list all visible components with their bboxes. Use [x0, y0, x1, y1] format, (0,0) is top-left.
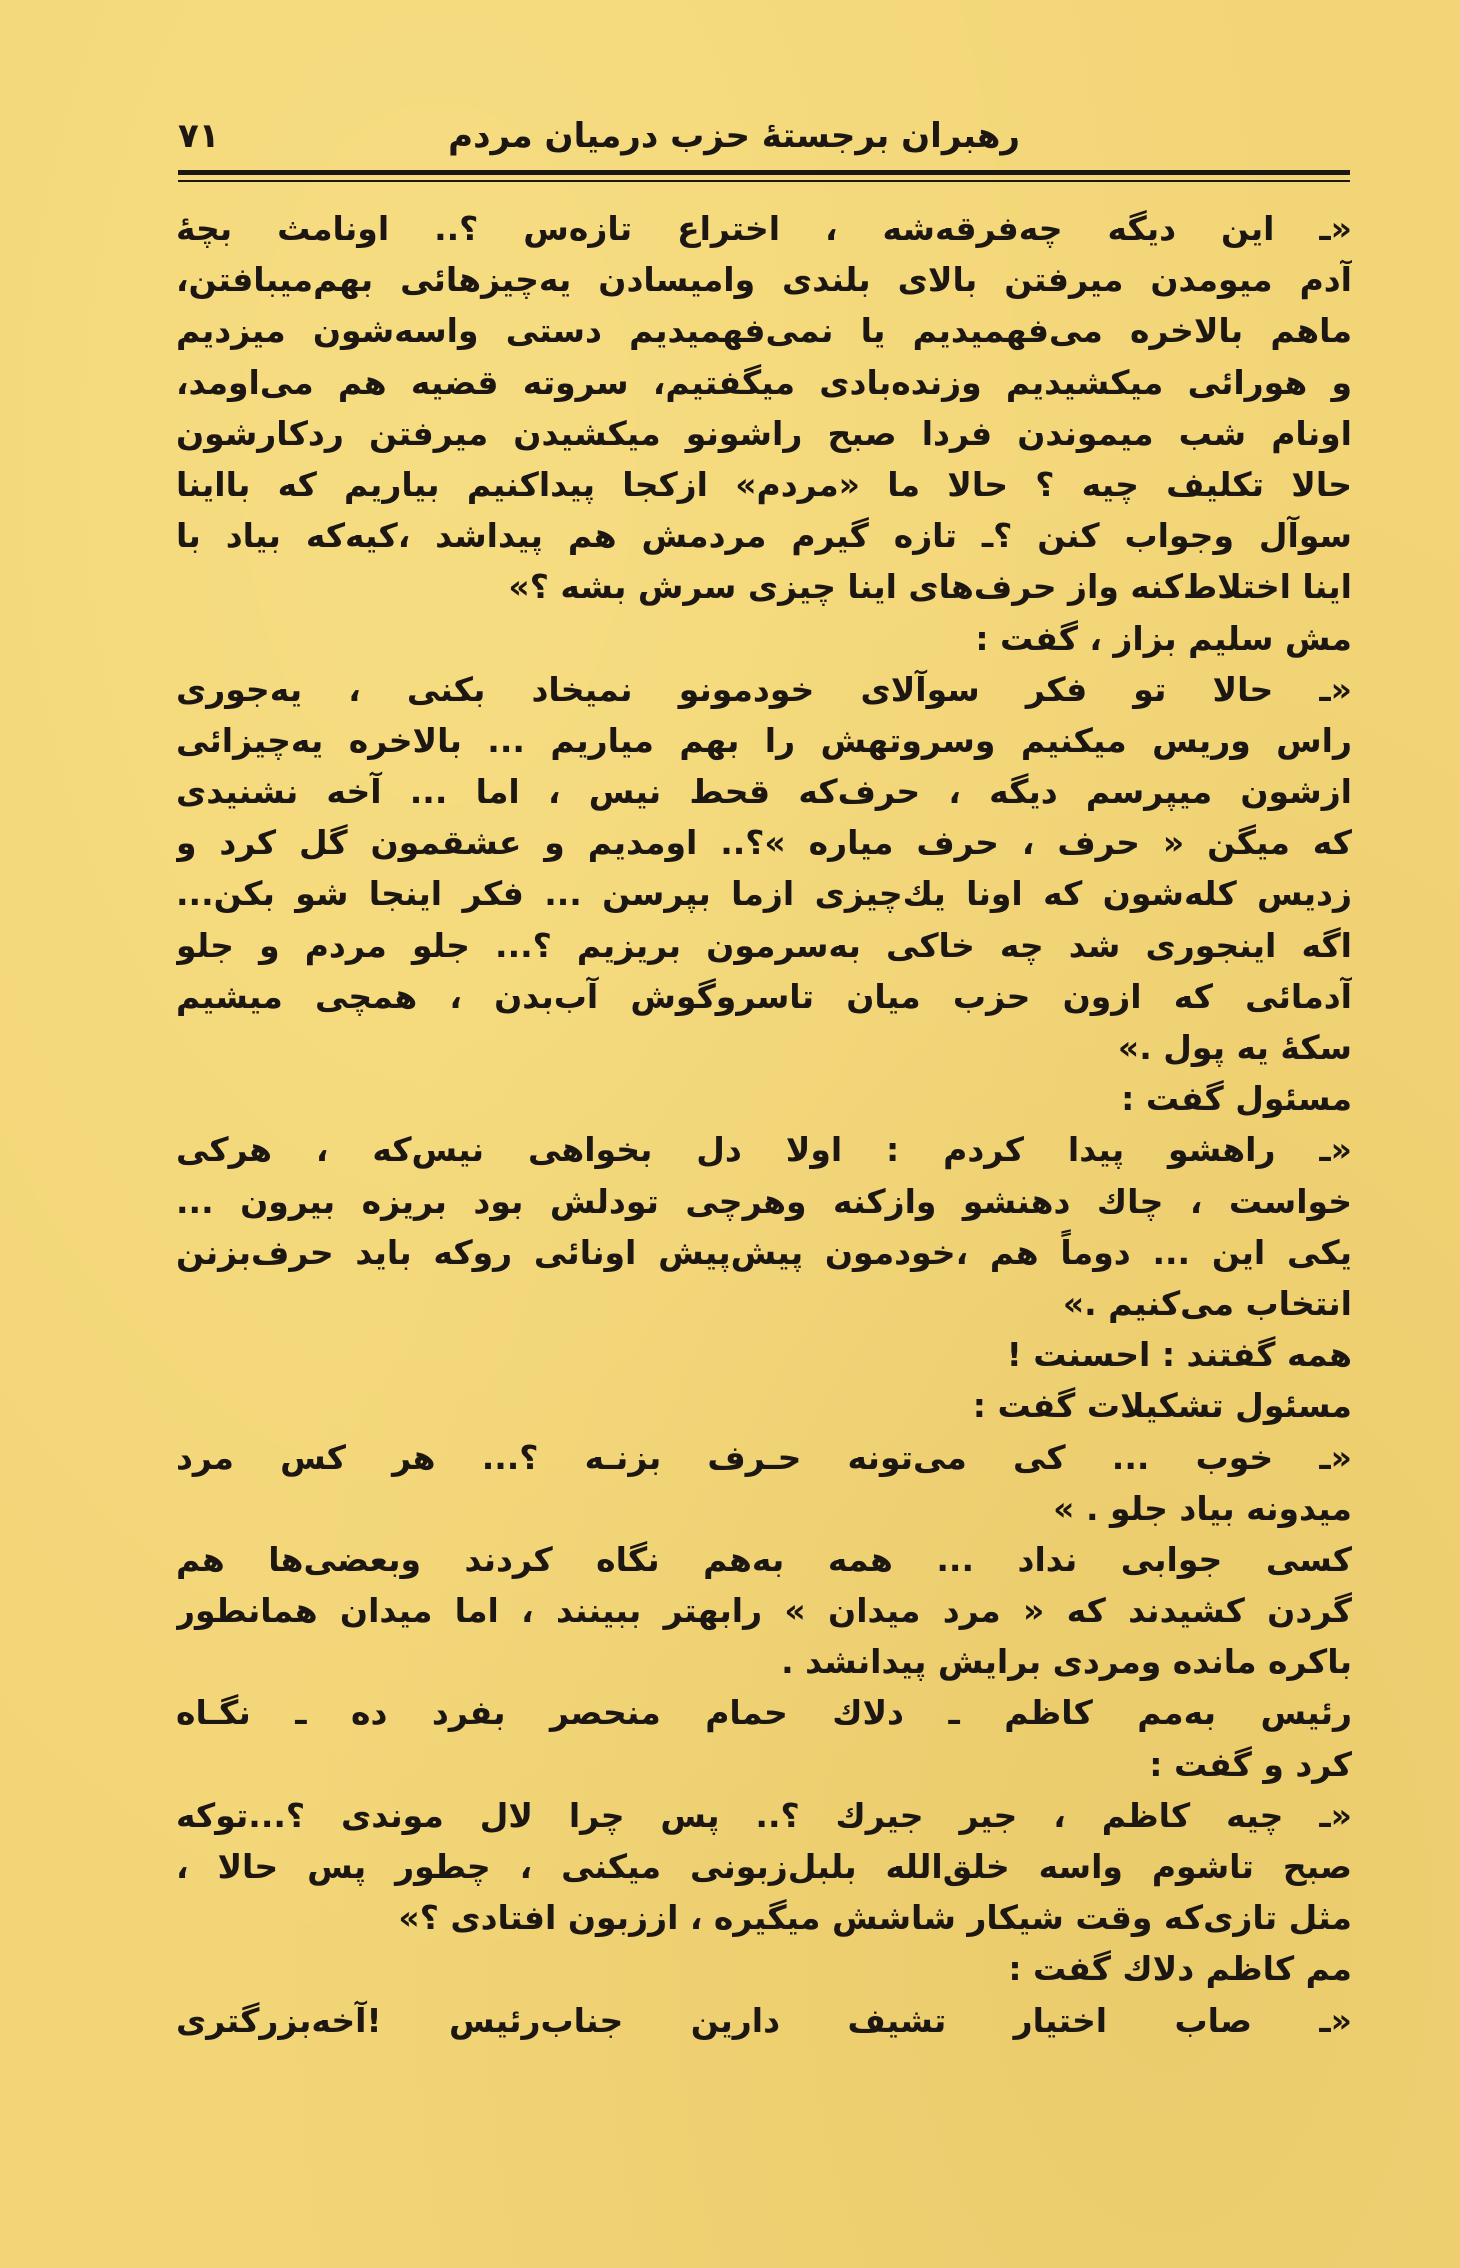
text-line: کسی جوابی نداد ... همه به‌هم نگاه کردند وبعضی‌ها هم	[176, 1539, 1352, 1579]
page-number: ۷۱	[178, 116, 220, 156]
running-title: رهبران برجستهٔ حزب درمیان مردم	[448, 116, 1020, 156]
text-line: مثل تازی‌که وقت شیکار شاشش میگیره ، اززبون افتادی ؟»	[398, 1898, 1352, 1938]
header-rule-thick	[178, 170, 1350, 175]
text-line: «ـ صاب اختیار تشیف دارین جناب‌رئیس !آخه‌بزرگتری	[176, 2000, 1352, 2040]
text-line: مم کاظم دلاك گفت :	[1008, 1949, 1352, 1989]
text-line: باکره مانده ومردی برایش پیدانشد .	[781, 1642, 1352, 1682]
header-rule-thin	[178, 180, 1350, 182]
text-line: سوآل وجواب کنن ؟ـ تازه گیرم مردمش هم پیداشد ،کیه‌که بیاد با	[176, 516, 1352, 556]
page-header	[178, 108, 1350, 164]
text-line: که میگن « حرف ، حرف میاره »؟.. اومدیم و عشقمون گل کرد و	[176, 823, 1352, 863]
text-line: و هورائی میکشیدیم وزنده‌بادی میگفتیم، سروته قضیه هم می‌اومد،	[176, 362, 1352, 402]
text-line: «ـ این دیگه چه‌فرقه‌شه ، اختراع تازه‌س ؟.. اونامث بچهٔ	[176, 209, 1352, 248]
text-line: یکی این ... دوماً هم ،خودمون پیش‌پیش اونائی روکه باید حرف‌بزنن	[176, 1232, 1352, 1272]
text-line: «ـ چیه کاظم ، جیر جیرك ؟.. پس چرا لال موندی ؟...توکه	[176, 1795, 1352, 1835]
text-line: گردن کشیدند که « مرد میدان » رابهتر ببینند ، اما میدان همانطور	[176, 1591, 1352, 1631]
text-line: اونام شب میموندن فردا صبح راشونو میکشیدن میرفتن ردکارشون	[176, 413, 1352, 453]
text-line: زدیس کله‌شون که اونا یك‌چیزی ازما بپرسن ... فکر اینجا شو بکن...	[176, 874, 1352, 914]
text-line: «ـ خوب ... کی می‌تونه حـرف بزنـه ؟... هر کس مرد	[176, 1437, 1352, 1477]
text-line: مسئول تشکیلات گفت :	[972, 1386, 1352, 1426]
text-line: صبح تاشوم واسه خلق‌الله بلبل‌زبونی میکنی ، چطور پس حالا ،	[176, 1847, 1352, 1886]
text-line: ماهم بالاخره می‌فهمیدیم یا نمی‌فهمیدیم دستی واسه‌شون میزدیم	[176, 311, 1352, 351]
text-line: «ـ حالا تو فکر سوآلای خودمونو نمیخاد بکنی ، یه‌جوری	[176, 669, 1352, 709]
body-text	[176, 203, 1352, 2046]
text-line: ازشون میپرسم دیگه ، حرف‌که قحط نیس ، اما ... آخه نشنیدی	[176, 772, 1352, 812]
text-line: اینا اختلاط‌کنه واز حرف‌های اینا چیزی سرش بشه ؟»	[508, 567, 1352, 607]
text-line: میدونه بیاد جلو . »	[1053, 1488, 1352, 1528]
text-line: رئیس به‌مم کاظم ـ دلاك حمام منحصر بفرد ده ـ نگـاه	[176, 1693, 1352, 1733]
text-line: مسئول گفت :	[1121, 1079, 1352, 1119]
text-line: انتخاب می‌کنیم .»	[1062, 1283, 1352, 1323]
text-line: آدمائی که ازون حزب میان تاسروگوش آب‌بدن ، همچی میشیم	[176, 976, 1352, 1016]
text-line: اگه اینجوری شد چه خاکی به‌سرمون بریزیم ؟... جلو مردم و جلو	[176, 925, 1352, 965]
text-line: آدم میومدن میرفتن بالای بلندی وامیسادن یه‌چیزهائی بهم‌میبافتن،	[176, 260, 1352, 300]
text-line: «ـ راهشو پیدا کردم : اولا دل بخواهی نیس‌که ، هرکی	[176, 1130, 1352, 1170]
text-line: کرد و گفت :	[1149, 1744, 1352, 1784]
text-line: حالا تکلیف چیه ؟ حالا ما «مردم» ازکجا پیداکنیم بیاریم که بااینا	[176, 464, 1352, 504]
text-line: همه گفتند : احسنت !	[1006, 1335, 1352, 1375]
text-line: سکهٔ یه پول .»	[1117, 1028, 1352, 1067]
text-line: راس وریس میکنیم وسروتهش را بهم میاریم ... بالاخره یه‌چیزائی	[176, 720, 1352, 760]
text-line: خواست ، چاك دهنشو وازکنه وهرچی تودلش بود بریزه بیرون ...	[176, 1181, 1352, 1221]
text-line: مش سلیم بزاز ، گفت :	[975, 618, 1352, 658]
